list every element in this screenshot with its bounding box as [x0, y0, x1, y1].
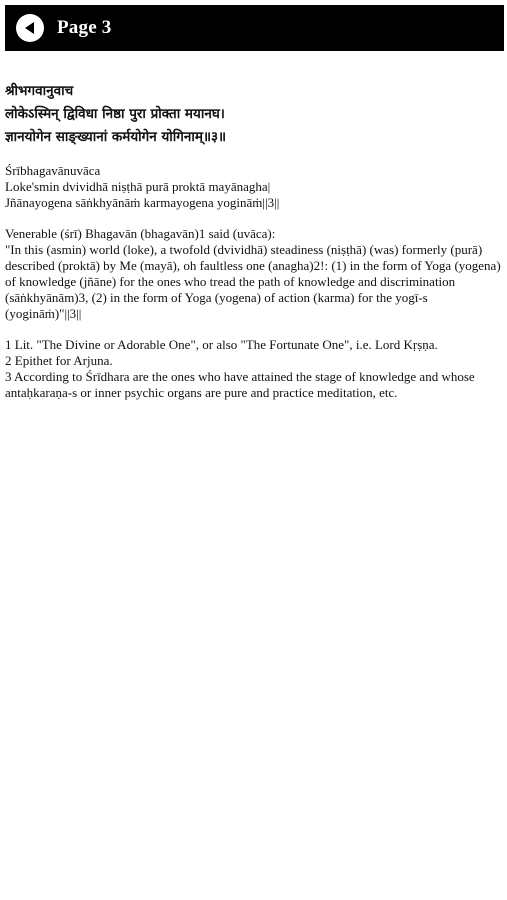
- transliteration-line: Loke'smin dvividhā niṣṭhā purā proktā mayānagha|: [5, 179, 271, 194]
- transliteration-line: Śrībhagavānuvāca: [5, 163, 101, 178]
- page-title: Page 3: [57, 17, 112, 38]
- sanskrit-line: लोकेऽस्मिन् द्विविधा निष्ठा पुरा प्रोक्ता मयानघ।: [5, 106, 225, 122]
- transliteration-line: Jñānayogena sāṅkhyānāṁ karmayogena yogināṁ||3||: [5, 195, 280, 210]
- sanskrit-line: ज्ञानयोगेन साङ्ख्यानां कर्मयोगेन योगिनाम्॥३॥: [5, 129, 227, 145]
- footnote: 1 Lit. "The Divine or Adorable One", or also "The Fortunate One", i.e. Lord Kṛṣṇa.: [5, 337, 438, 352]
- transliteration: [5, 163, 504, 211]
- sanskrit-verse: [5, 80, 504, 149]
- page-content: [5, 80, 504, 401]
- translation-text: "In this (asmin) world (loke), a twofold (dvividhā) steadiness (niṣṭhā) (was) formerly (purā) described (proktā) by Me (mayā), oh faultless one (anagha)2!: (1) in the form of Yoga (yogena) of knowledge (jñāne) for the ones who tread the path of knowledge and discrimination (sāṅkhyānām)3, (2) in the form of Yoga (yogena) of action (karma) for the yogī-s (yogināṁ)"||3||: [5, 242, 501, 321]
- sanskrit-line: श्रीभगवानुवाच: [5, 83, 74, 99]
- footnote: 2 Epithet for Arjuna.: [5, 353, 113, 368]
- translation-intro: Venerable (śrī) Bhagavān (bhagavān)1 said (uvāca):: [5, 226, 276, 241]
- footnote: 3 According to Śrīdhara are the ones who have attained the stage of knowledge and whose antaḥkaraṇa-s or inner psychic organs are pure and practice meditation, etc.: [5, 369, 475, 400]
- back-button[interactable]: [16, 14, 44, 42]
- translation: [5, 226, 504, 322]
- back-arrow-icon: [22, 20, 38, 36]
- top-bar: [5, 5, 504, 51]
- footnotes: [5, 337, 504, 401]
